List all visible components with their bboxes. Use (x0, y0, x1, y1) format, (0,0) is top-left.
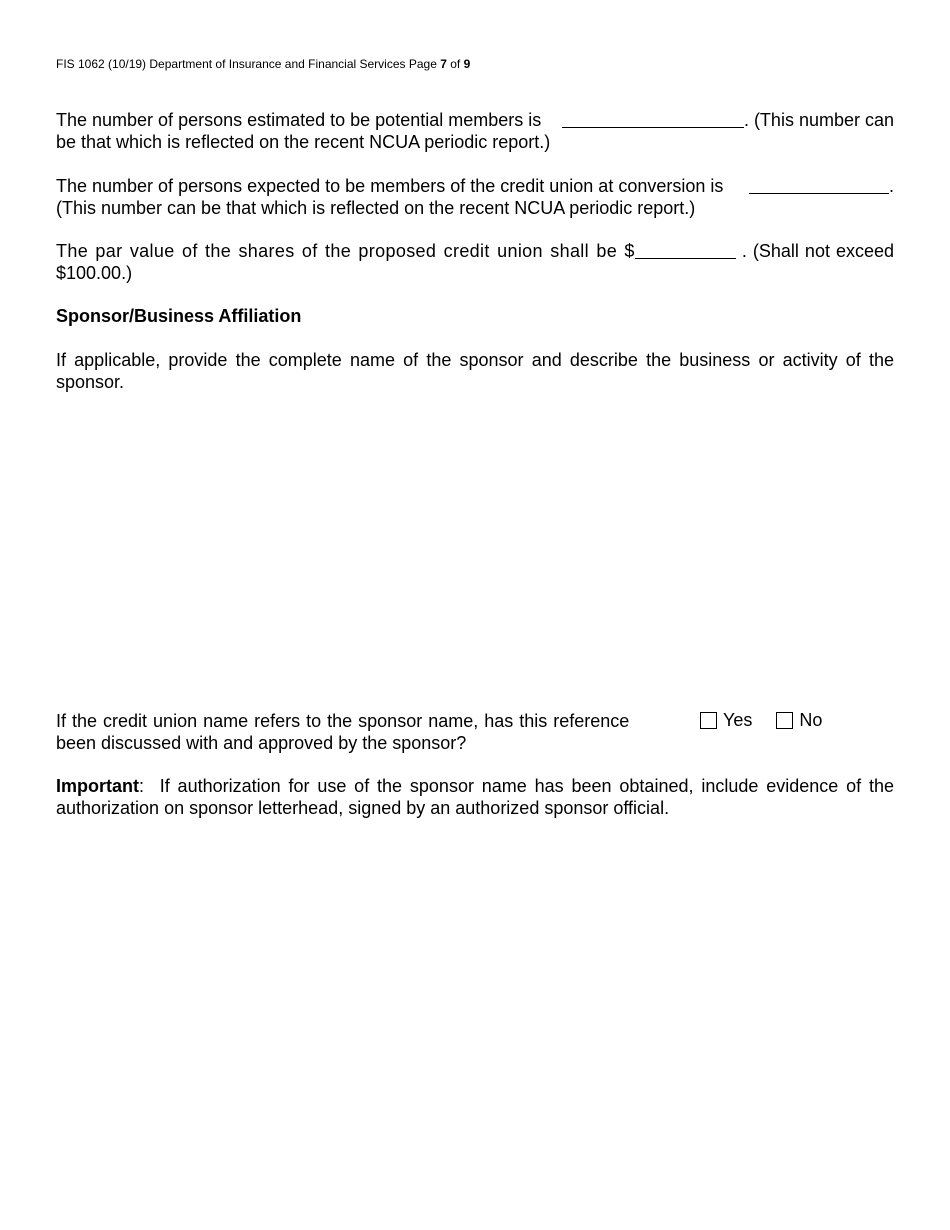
potential-members-text: The number of persons estimated to be potential members is (56, 110, 542, 130)
important-colon: : (139, 776, 145, 796)
par-value-text-after: . (Shall not exceed (741, 241, 894, 261)
sponsor-question (56, 710, 656, 754)
yes-option[interactable] (700, 709, 752, 731)
expected-members-blank[interactable] (749, 192, 889, 194)
header-of-text: of (446, 57, 464, 71)
important-note (56, 775, 900, 819)
potential-members-line2: be that which is reflected on the recent NCUA periodic report.) (56, 132, 551, 152)
expected-members-text: The number of persons expected to be members of the credit union at conversion is (56, 176, 724, 196)
header-form-text: FIS 1062 (10/19) Department of Insurance and Financial Services Page (56, 57, 441, 71)
potential-members-paragraph (56, 109, 894, 153)
sponsor-question-line2: been discussed with and approved by the sponsor? (56, 733, 467, 753)
par-value-line2: $100.00.) (56, 263, 133, 283)
yes-label: Yes (723, 710, 753, 730)
sponsor-instruction: If applicable, provide the complete name of the sponsor and describe the business or activity of the sponsor. (56, 350, 894, 392)
important-label: Important (56, 776, 139, 796)
no-label: No (799, 710, 823, 730)
potential-members-text-after: . (This number can (743, 110, 894, 130)
sponsor-description-area[interactable] (56, 400, 894, 690)
yes-checkbox[interactable] (700, 712, 717, 729)
header-page-current: 7 (440, 57, 447, 71)
no-checkbox[interactable] (776, 712, 793, 729)
sponsor-question-line1: If the credit union name refers to the sponsor name, has this reference (56, 711, 630, 731)
no-option[interactable] (776, 709, 822, 731)
sponsor-heading: Sponsor/Business Affiliation (56, 306, 302, 326)
par-value-paragraph (56, 240, 894, 284)
expected-members-line2: (This number can be that which is reflected on the recent NCUA periodic report.) (56, 198, 696, 218)
expected-members-text-after: . (888, 176, 894, 196)
par-value-blank[interactable] (635, 257, 736, 259)
sponsor-approval-options (700, 709, 846, 731)
important-text: If authorization for use of the sponsor name has been obtained, include evidence of the authorization on sponsor letterhead, signed by an authorized sponsor official. (56, 776, 900, 818)
potential-members-blank[interactable] (562, 126, 744, 128)
par-value-text: The par value of the shares of the proposed credit union shall be $ (56, 241, 635, 261)
header-page-total: 9 (463, 57, 471, 71)
page-header (56, 57, 470, 71)
expected-members-paragraph (56, 175, 894, 219)
